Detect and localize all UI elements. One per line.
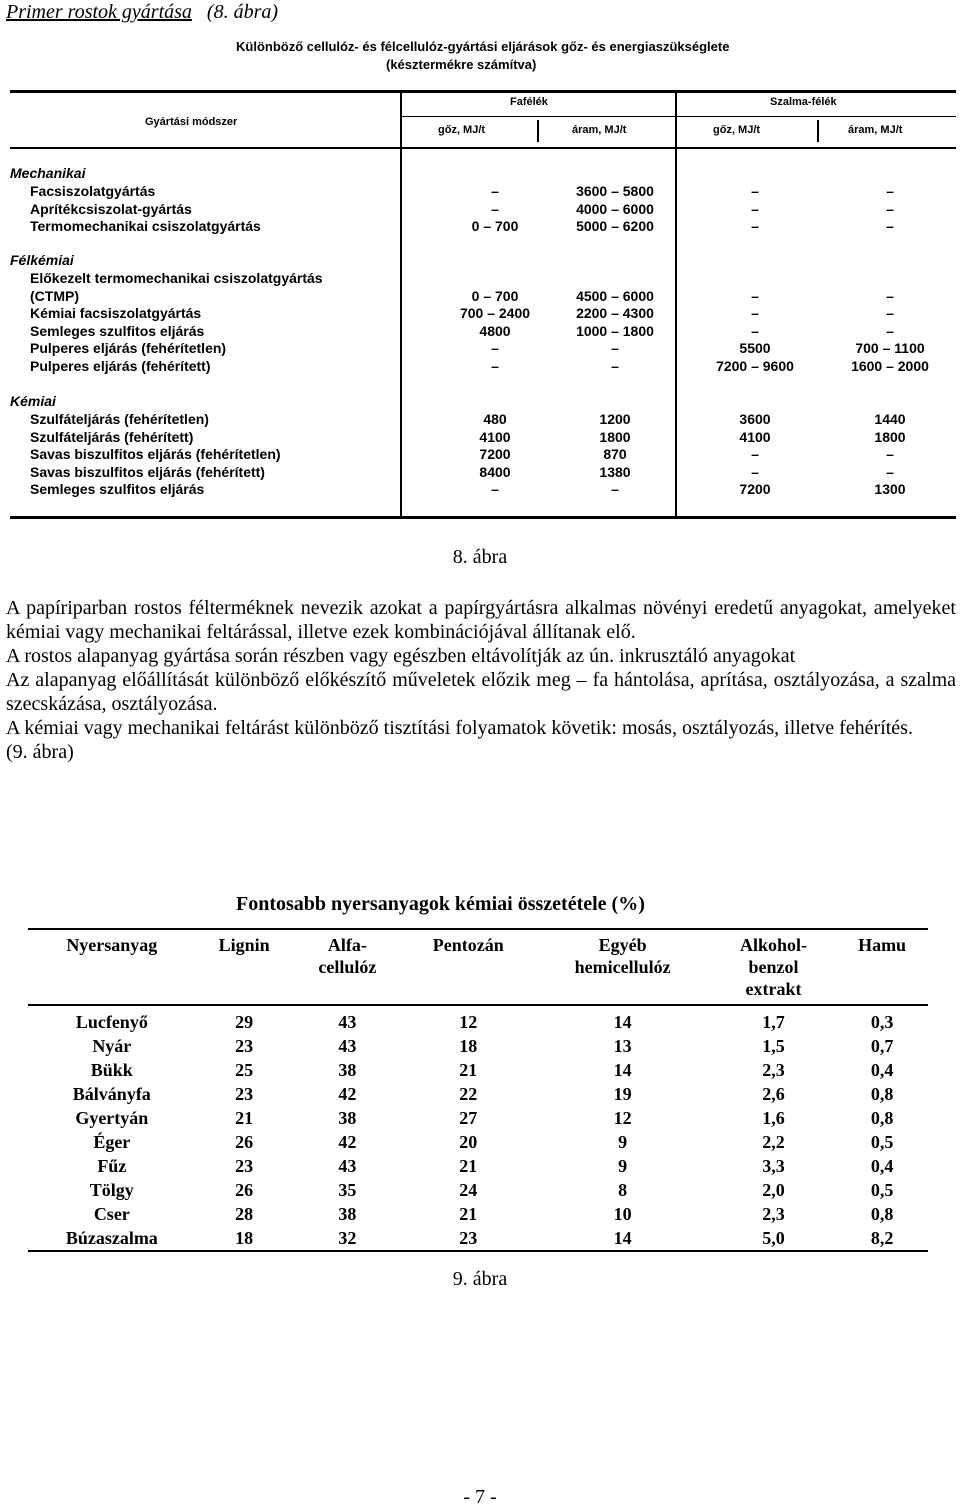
figure8-sub-rule — [402, 116, 956, 117]
figure9-table — [28, 928, 928, 1252]
figure8-top-rule — [10, 90, 956, 93]
figure8-category: Mechanikai — [10, 165, 86, 181]
figure8-title-line1: Különböző cellulóz- és félcellulóz-gyártási eljárások gőz- és energiaszükséglete — [236, 39, 730, 54]
figure9-material-cell: Gyertyán — [75, 1108, 149, 1128]
figure9-column-header: Nyersanyag — [66, 935, 158, 955]
figure8-cell: 700 – 1100 — [855, 340, 925, 356]
paragraph-1: A papíriparban rostos félterméknek nevezik azokat a papírgyártásra alkalmas növényi eredetű anyagokat, amelyeket kémiai vagy mechanikai feltárással, illetve ezek kombinációjával állítanak elő. — [6, 597, 956, 643]
figure8-row-label: Pulperes eljárás (fehérített) — [30, 357, 211, 374]
figure9-title: Fontosabb nyersanyagok kémiai összetétele (%) — [236, 893, 645, 915]
figure8-cell: – — [611, 340, 619, 356]
figure8-row-label: Kémiai facsiszolatgyártás — [30, 305, 202, 321]
figure8-cell: – — [886, 322, 894, 339]
figure8-cell: – — [751, 305, 759, 321]
figure9-value-cell: 29 — [235, 1012, 254, 1032]
figure9-value-cell: 35 — [338, 1180, 357, 1200]
figure8-cell: – — [611, 481, 619, 497]
figure8-cell: – — [491, 357, 499, 374]
figure9-value-cell: 1,7 — [762, 1012, 785, 1032]
section-heading — [6, 0, 278, 24]
figure8-row-label: Semleges szulfitos eljárás — [30, 322, 205, 339]
figure8-cell: 4800 — [479, 322, 511, 339]
figure9-value-cell: 3,3 — [762, 1156, 785, 1176]
figure9-value-cell: 23 — [235, 1036, 254, 1056]
figure8-cell: 8400 — [479, 463, 511, 480]
figure9-value-cell: 5,0 — [762, 1228, 785, 1248]
paragraph-4: A kémiai vagy mechanikai feltárást különböző tisztítási folyamatok követik: mosás, osztályozás, illetve fehérítés. — [6, 717, 913, 739]
figure9-material-cell: Nyár — [92, 1036, 132, 1056]
figure8-cell: 4100 — [739, 428, 771, 445]
figure9-value-cell: 22 — [459, 1084, 478, 1104]
paragraph-5: (9. ábra) — [6, 741, 74, 763]
figure8-title-line2: (késztermékre számítva) — [386, 57, 537, 72]
figure9-material-cell: Lucfenyő — [75, 1012, 148, 1032]
figure8-vline-3 — [537, 120, 539, 142]
figure8-row-label: Savas biszulfitos eljárás (fehérített) — [30, 463, 265, 480]
table-row — [28, 1005, 928, 1034]
figure8-cell: – — [751, 287, 759, 304]
figure9-value-cell: 23 — [235, 1156, 254, 1176]
figure8-row-label: Pulperes eljárás (fehérítetlen) — [30, 340, 227, 356]
figure9-material-cell: Tölgy — [89, 1180, 134, 1200]
figure8-cell: – — [886, 305, 894, 321]
figure8-group-straw: Szalma-félék — [770, 96, 837, 108]
figure9-value-cell: 27 — [459, 1108, 478, 1128]
figure8-row-label: Aprítékcsiszolat-gyártás — [30, 200, 192, 217]
figure9-value-cell: 20 — [459, 1132, 478, 1152]
figure8-cell: 1000 – 1800 — [576, 322, 654, 339]
figure9-value-cell: 0,8 — [870, 1084, 894, 1104]
table-row — [28, 1154, 928, 1178]
figure9-value-cell: 13 — [613, 1036, 632, 1056]
figure9-value-cell: 0,4 — [870, 1156, 894, 1176]
figure8-col-method: Gyártási módszer — [145, 116, 238, 128]
figure9-value-cell: 23 — [235, 1084, 254, 1104]
figure8-row-label: Szulfáteljárás (fehérített) — [30, 428, 194, 445]
figure8-cell: – — [751, 446, 759, 462]
figure8-col-power-wood: áram, MJ/t — [572, 124, 627, 136]
figure9-column-header: Alfa- cellulóz — [318, 935, 377, 977]
figure9-value-cell: 18 — [235, 1228, 254, 1248]
figure9-value-cell: 0,3 — [870, 1012, 894, 1032]
figure8-cell: – — [751, 322, 759, 339]
figure9-value-cell: 26 — [235, 1132, 254, 1152]
page-number: - 7 - — [463, 1486, 497, 1508]
figure9-value-cell: 8,2 — [870, 1228, 894, 1248]
figure9-value-cell: 38 — [338, 1108, 357, 1128]
figure8-header-rule — [10, 147, 956, 149]
figure9-value-cell: 10 — [613, 1204, 632, 1224]
figure9-material-cell: Bálványfa — [72, 1084, 151, 1104]
figure8-cell: 1380 — [599, 463, 631, 480]
table-row — [28, 1082, 928, 1106]
table-row — [28, 1202, 928, 1226]
figure9-value-cell: 18 — [459, 1036, 478, 1056]
figure9-value-cell: 12 — [613, 1108, 632, 1128]
figure9-value-cell: 21 — [459, 1156, 478, 1176]
figure9-column-header: Pentozán — [432, 935, 504, 955]
figure8-row-label: Szulfáteljárás (fehérítetlen) — [30, 411, 209, 427]
figure9-value-cell: 26 — [235, 1180, 254, 1200]
paragraph-2: A rostos alapanyag gyártása során részben vagy egészben eltávolítják az ún. inkrusztáló anyagokat — [6, 645, 796, 667]
figure9-value-cell: 0,8 — [870, 1204, 894, 1224]
table-row — [28, 1058, 928, 1082]
figure9-value-cell: 1,6 — [762, 1108, 785, 1128]
figure9-value-cell: 21 — [459, 1204, 478, 1224]
figure8-cell: 4100 — [479, 428, 511, 445]
figure8-caption: 8. ábra — [452, 546, 508, 568]
figure9-material-cell: Bükk — [90, 1060, 133, 1080]
figure9-column-header: Hamu — [858, 935, 907, 955]
figure8-group-wood: Fafélék — [510, 96, 548, 108]
figure9-value-cell: 43 — [338, 1036, 357, 1056]
figure8-cell: 4000 – 6000 — [576, 200, 654, 217]
figure9-value-cell: 0,7 — [870, 1036, 894, 1056]
figure8-cell: 0 – 700 — [471, 287, 519, 304]
figure8-cell: – — [886, 463, 894, 480]
figure8-cell: 870 — [603, 446, 627, 462]
figure9-value-cell: 0,5 — [870, 1180, 894, 1200]
figure9-value-cell: 43 — [338, 1012, 357, 1032]
figure8-cell: – — [751, 183, 759, 199]
figure9-material-cell: Búzaszalma — [65, 1228, 158, 1248]
figure9-material-cell: Cser — [93, 1204, 130, 1224]
figure9-value-cell: 0,5 — [870, 1132, 894, 1152]
figure9-value-cell: 2,3 — [762, 1060, 785, 1080]
figure9-value-cell: 25 — [235, 1060, 254, 1080]
figure8-category: Félkémiai — [10, 252, 74, 268]
figure9-column-header: Lignin — [218, 935, 270, 955]
section-heading-link[interactable]: Primer rostok gyártása — [6, 1, 192, 23]
figure9-value-cell: 32 — [338, 1228, 357, 1248]
figure8-row-label: Előkezelt termomechanikai csiszolatgyártás — [30, 270, 323, 286]
figure8-cell: 1800 — [599, 428, 631, 445]
figure9-table-body — [28, 1005, 928, 1251]
figure9-column-header: Egyéb hemicellulóz — [574, 935, 671, 977]
figure8-cell: 3600 – 5800 — [576, 183, 654, 199]
figure9-value-cell: 8 — [618, 1180, 628, 1200]
figure8-cell: – — [491, 200, 499, 217]
figure9-value-cell: 38 — [338, 1204, 357, 1224]
figure8-cell: 7200 – 9600 — [716, 357, 794, 374]
figure8-cell: – — [751, 200, 759, 217]
figure8-col-steam-wood: gőz, MJ/t — [438, 124, 486, 136]
figure8-row-label: (CTMP) — [30, 287, 79, 304]
figure9-caption: 9. ábra — [452, 1268, 508, 1290]
figure8-cell: – — [491, 340, 499, 356]
figure8-cell: 1600 – 2000 — [851, 357, 929, 374]
figure9-value-cell: 38 — [338, 1060, 357, 1080]
figure8-cell: 5000 – 6200 — [576, 218, 654, 234]
figure8-cell: 1300 — [874, 481, 906, 497]
figure8-cell: 480 — [483, 411, 507, 427]
figure8-cell: 4500 – 6000 — [576, 287, 654, 304]
figure9-material-cell: Éger — [93, 1132, 131, 1152]
figure9-value-cell: 2,3 — [762, 1204, 785, 1224]
figure8-cell: – — [491, 481, 499, 497]
figure8-cell: – — [491, 183, 499, 199]
figure8-cell: – — [886, 200, 894, 217]
figure8-row-label: Termomechanikai csiszolatgyártás — [30, 218, 261, 234]
figure9-value-cell: 14 — [613, 1060, 632, 1080]
figure8-row-label: Facsiszolatgyártás — [30, 183, 156, 199]
figure8-cell: – — [886, 183, 894, 199]
figure9-value-cell: 1,5 — [762, 1036, 785, 1056]
table-row — [28, 1226, 928, 1251]
figure8-cell: 0 – 700 — [471, 218, 519, 234]
figure8-title — [236, 38, 856, 74]
table-row — [28, 1130, 928, 1154]
figure9-value-cell: 19 — [613, 1084, 632, 1104]
figure8-cell: – — [611, 357, 619, 374]
figure9-value-cell: 2,0 — [762, 1180, 785, 1200]
figure8-col-power-straw: áram, MJ/t — [848, 124, 903, 136]
figure9-header-row — [28, 929, 928, 1005]
figure9-value-cell: 43 — [338, 1156, 357, 1176]
figure8-cell: 1800 — [874, 428, 906, 445]
figure8-cell: – — [751, 463, 759, 480]
table-row — [28, 1034, 928, 1058]
figure8-cell: – — [751, 218, 759, 234]
figure9-value-cell: 28 — [235, 1204, 254, 1224]
figure8-row-label: Semleges szulfitos eljárás — [30, 481, 205, 497]
figure9-value-cell: 9 — [618, 1156, 628, 1176]
figure8-cell: 1440 — [874, 411, 906, 427]
figure9-value-cell: 0,4 — [870, 1060, 894, 1080]
figure8-vline-4 — [817, 120, 819, 142]
figure8-cell: 1200 — [599, 411, 631, 427]
figure8-col-steam-straw: gőz, MJ/t — [713, 124, 761, 136]
figure9-value-cell: 21 — [459, 1060, 478, 1080]
body-text — [6, 596, 956, 764]
figure8-row-label: Savas biszulfitos eljárás (fehérítetlen) — [30, 446, 281, 462]
figure8-cell: 2200 – 4300 — [576, 305, 654, 321]
figure8-vline-1 — [400, 93, 402, 518]
table-row — [28, 1178, 928, 1202]
figure9-value-cell: 42 — [338, 1084, 357, 1104]
figure9-value-cell: 14 — [613, 1228, 632, 1248]
figure9-value-cell: 0,8 — [870, 1108, 894, 1128]
figure8-cell: 7200 — [479, 446, 511, 462]
figure8-cell: – — [886, 218, 894, 234]
figure9-value-cell: 2,6 — [762, 1084, 785, 1104]
figure9-material-cell: Fűz — [97, 1156, 127, 1176]
figure8-cell: – — [886, 287, 894, 304]
figure8-cell: 5500 — [739, 340, 771, 356]
figure9-value-cell: 23 — [459, 1228, 478, 1248]
figure9-value-cell: 24 — [459, 1180, 478, 1200]
figure9-value-cell: 2,2 — [762, 1132, 785, 1152]
figure8-bottom-rule — [10, 516, 956, 519]
section-heading-ref: (8. ábra) — [206, 1, 279, 23]
figure9-value-cell: 21 — [235, 1108, 254, 1128]
figure8-cell: 700 – 2400 — [459, 305, 531, 321]
figure8-cell: 3600 — [739, 411, 771, 427]
paragraph-3: Az alapanyag előállítását különböző előkészítő műveletek előzik meg – fa hántolása, aprítása, osztályozása, a szalma szecskázása, osztályozása. — [6, 669, 956, 715]
figure9-value-cell: 9 — [618, 1132, 628, 1152]
figure9-column-header: Alkohol- benzol extrakt — [739, 935, 807, 999]
table-row — [28, 1106, 928, 1130]
figure9-value-cell: 14 — [613, 1012, 632, 1032]
figure9-value-cell: 42 — [338, 1132, 357, 1152]
figure9-value-cell: 12 — [459, 1012, 478, 1032]
figure8-category: Kémiai — [10, 393, 56, 409]
figure8-cell: 7200 — [739, 481, 771, 497]
figure8-cell: – — [886, 446, 894, 462]
